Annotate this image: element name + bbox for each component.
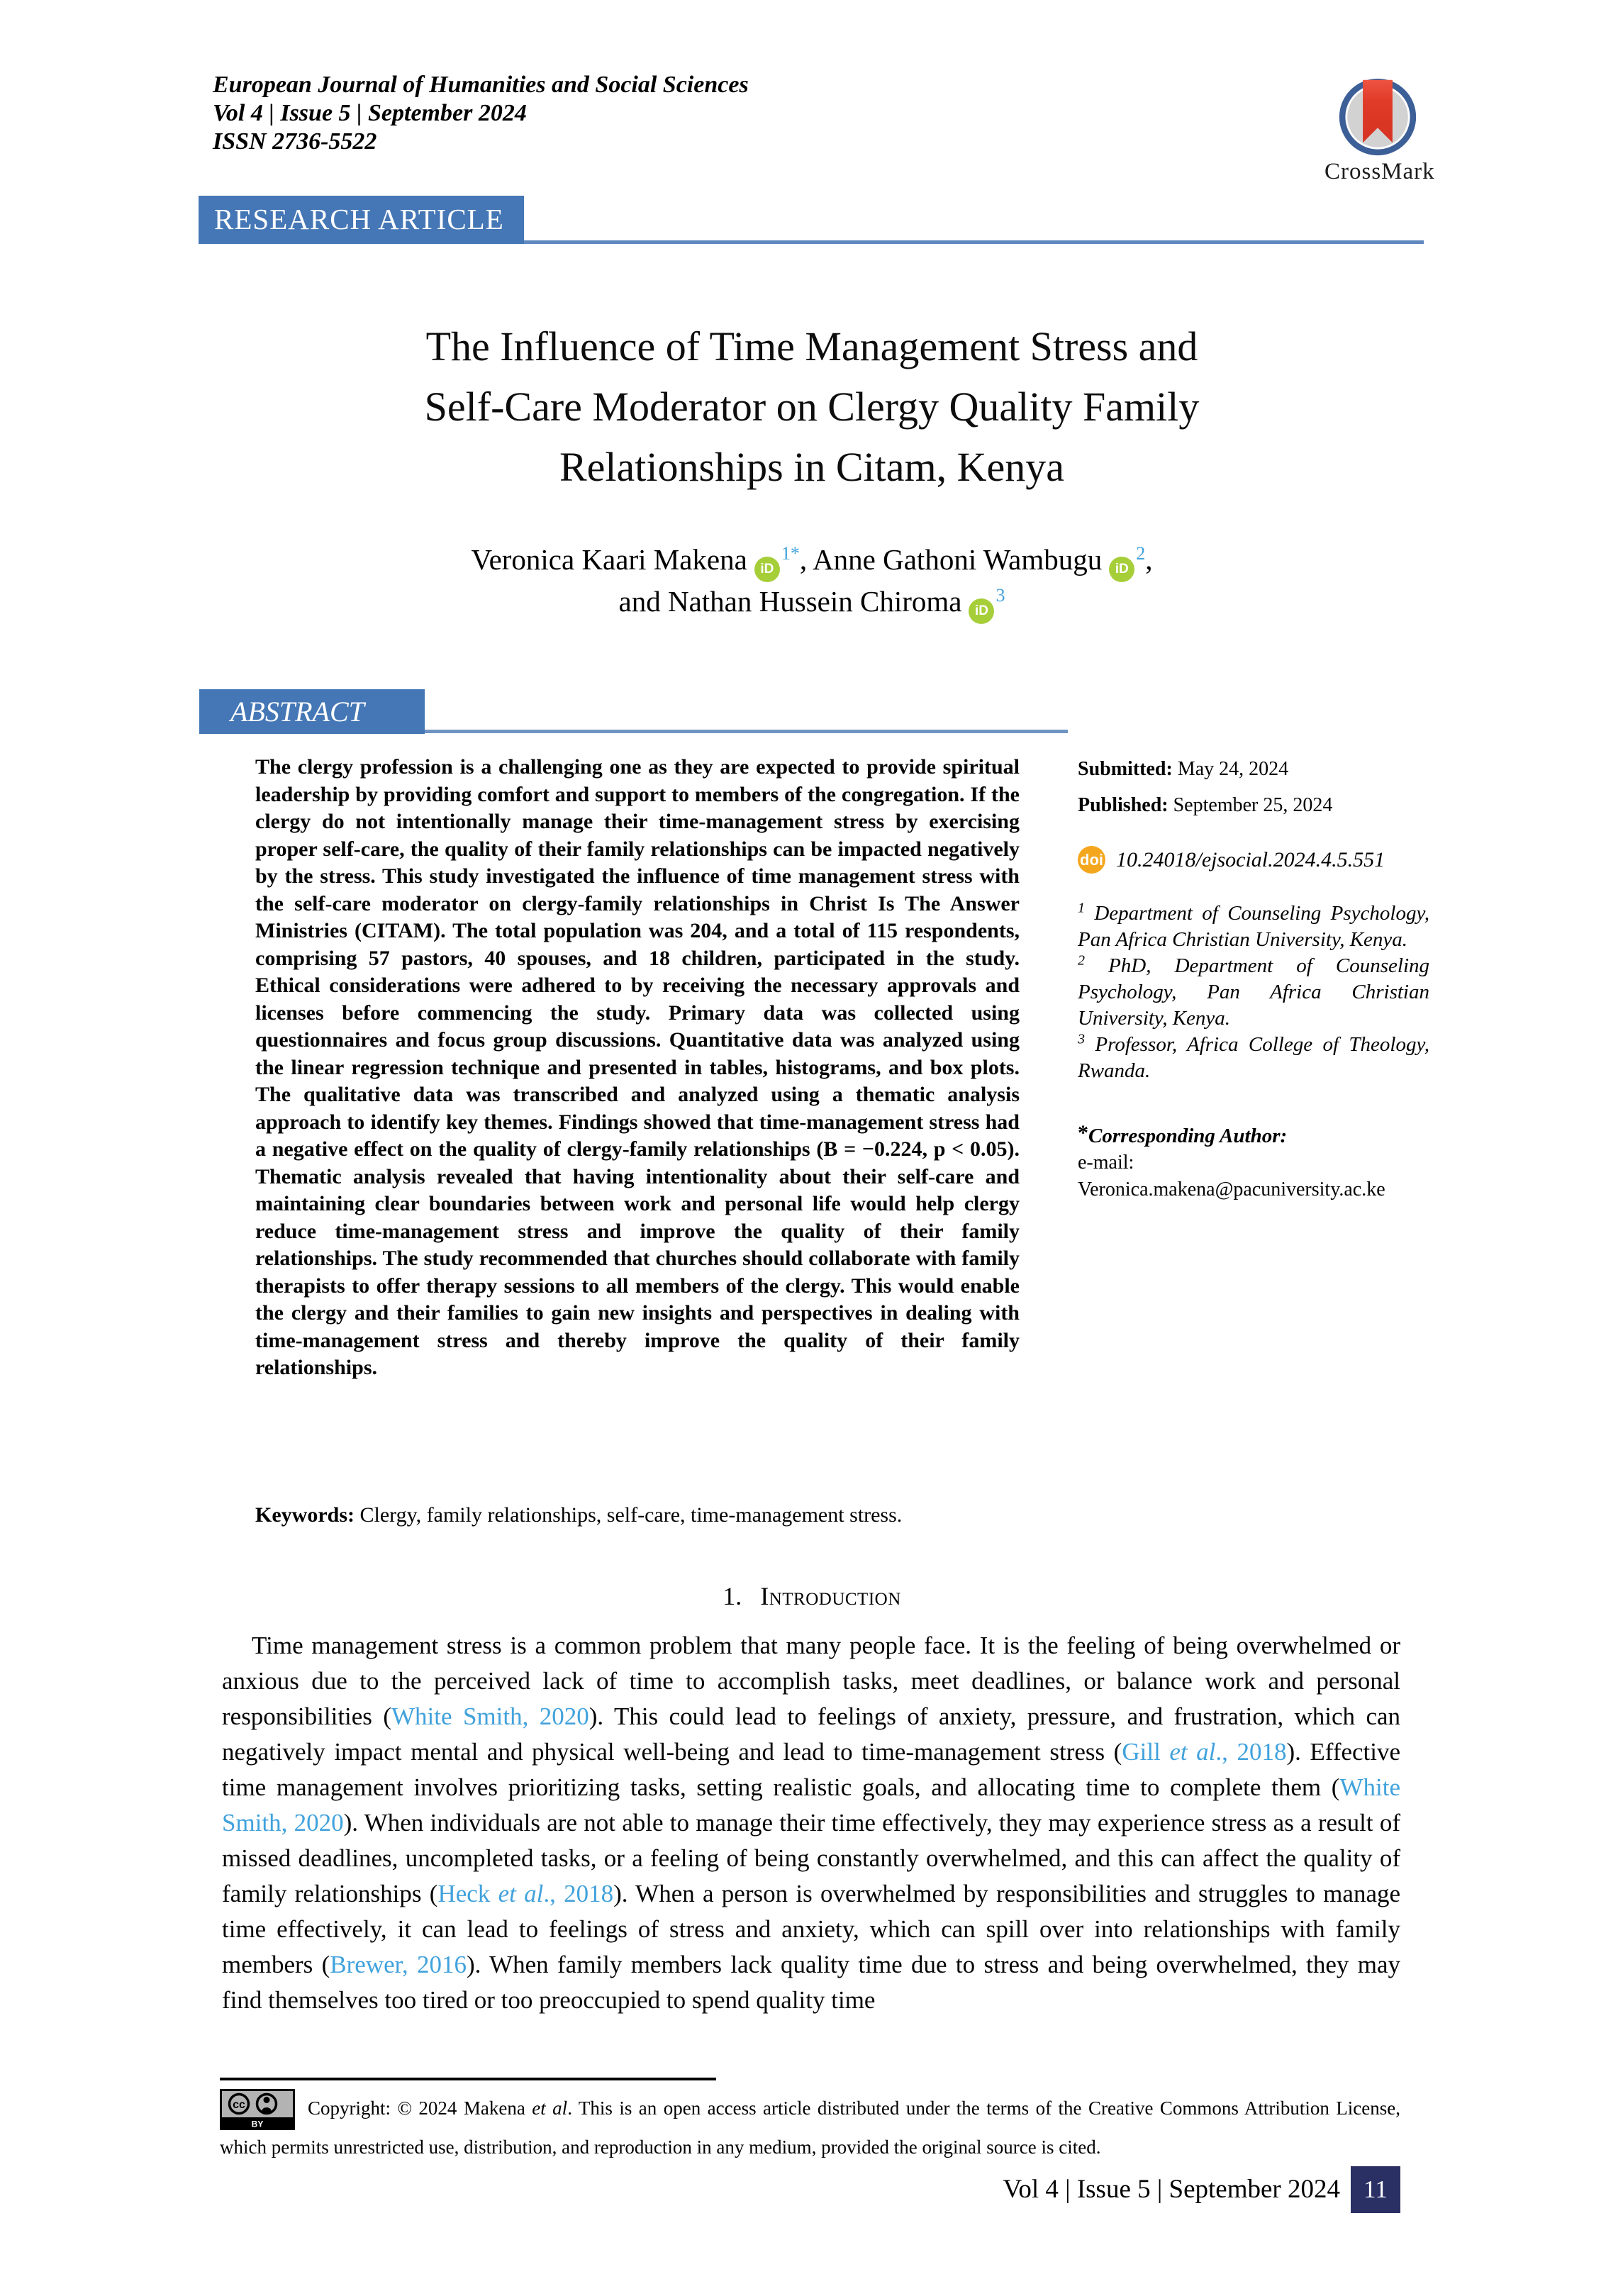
- abstract-text: The clergy profession is a challenging one as they are expected to provide spiritual leadership by providing comfort and support to members of the congregation. If the clergy do not intentionally manage their time-management stress by exercising proper self-care, the quality of their family relationships can be impacted negatively by the stress. This study investigated the influence of time management stress with the self-care moderator on clergy-family relationships in Christ Is The Answer Ministries (CITAM). The total population was 204, and a total of 115 respondents, comprising 57 pastors, 40 spouses, and 18 children, participated in the study. Ethical considerations were adhered to by receiving the necessary approvals and licenses before commencing the study. Primary data was collected using questionnaires and focus group discussions. Quantitative data was analyzed using the linear regression technique and presented in tables, histograms, and box plots. The qualitative data was transcribed and analyzed using a thematic analysis approach to identify key themes. Findings showed that time-management stress had a negative effect on the quality of clergy-family relationships (B = −0.224, p < 0.05). Thematic analysis revealed that having intentionality about their self-care and maintaining clear boundaries between work and personal life would help clergy reduce time-management stress and improve the quality of their family relationships. The study recommended that churches should collaborate with family therapists to offer therapy sessions to all members of the clergy. This would enable the clergy and their families to gain new insights and perspectives in dealing with time-management stress and thereby improve the quality of their family relationships.: [255, 755, 1020, 1379]
- introduction-paragraph: [222, 1628, 1400, 2018]
- orcid-icon[interactable]: iD: [969, 598, 994, 624]
- intro-text-segment: Time management stress is a common problem that many people face. It is the feeling of being overwhelmed or anxious due to the perceived lack of time to accomplish tasks, meet deadlines, or balance work and personal responsibilities (: [222, 1632, 1400, 1730]
- article-meta-sidebar: [1078, 757, 1429, 1203]
- corresponding-label: Corresponding Author:: [1088, 1125, 1288, 1147]
- title-line-1: The Influence of Time Management Stress and: [425, 323, 1198, 369]
- citation-link[interactable]: Heck: [437, 1880, 498, 1907]
- submitted-label: Submitted:: [1078, 758, 1178, 780]
- intro-text-segment: ). This could lead to feelings of anxiety, pressure, and frustration, which can negatively impact mental and physical well-being and lead to time-management stress (: [222, 1703, 1401, 1766]
- citation-link[interactable]: Brewer, 2016: [330, 1951, 467, 1978]
- orcid-icon[interactable]: iD: [754, 557, 780, 582]
- citation-link[interactable]: White Smith, 2020: [391, 1703, 589, 1730]
- crossmark-widget[interactable]: [1324, 77, 1435, 185]
- affiliation-superscript: 2: [1078, 952, 1085, 969]
- affiliation-list: [1078, 901, 1429, 1084]
- author-name: Anne Gathoni Wambugu: [813, 543, 1103, 576]
- affiliation: [1078, 901, 1429, 953]
- footer-issue-line: Vol 4 | Issue 5 | September 2024: [1003, 2175, 1340, 2204]
- author: [619, 585, 1005, 618]
- intro-text-segment: ). When family members lack quality time due to stress and being overwhelmed, they may find themselves too tired or too preoccupied to spend quality time: [222, 1951, 1400, 2014]
- author: [472, 543, 813, 576]
- section-title: Introduction: [760, 1582, 901, 1610]
- copyright-text: [220, 2089, 1400, 2167]
- published-line: [1078, 793, 1429, 818]
- keywords-block: [255, 1502, 1020, 1529]
- journal-name: European Journal of Humanities and Social Sciences: [213, 72, 749, 98]
- journal-volume-line: Vol 4 | Issue 5 | September 2024: [213, 100, 527, 126]
- intro-text-segment: ). Effective time management involves prioritizing tasks, setting realistic goals, and allocating time to complete them (: [222, 1738, 1401, 1801]
- footnote-rule: [220, 2078, 716, 2080]
- page-number-badge: 11: [1351, 2166, 1400, 2213]
- journal-issn: ISSN 2736-5522: [213, 128, 377, 155]
- published-date: September 25, 2024: [1173, 794, 1333, 816]
- keywords-label: Keywords:: [255, 1503, 355, 1527]
- author-separator: ,: [1145, 543, 1153, 576]
- corresponding-email[interactable]: e-mail: Veronica.makena@pacuniversity.ac.ke: [1078, 1152, 1385, 1200]
- crossmark-label: CrossMark: [1324, 159, 1435, 184]
- journal-info: [213, 71, 749, 156]
- title-line-3: Relationships in Citam, Kenya: [559, 444, 1065, 490]
- affiliation-text: PhD, Department of Counseling Psychology, Pan Africa Christian University, Kenya.: [1078, 954, 1429, 1030]
- citation-link[interactable]: et al: [1169, 1738, 1216, 1766]
- citation-link[interactable]: ., 2018: [1215, 1738, 1287, 1766]
- keywords-text: Clergy, family relationships, self-care, time-management stress.: [354, 1503, 903, 1527]
- author-superscript: 1*: [781, 543, 800, 564]
- published-label: Published:: [1078, 794, 1173, 816]
- crossmark-logo-icon: [1337, 77, 1418, 157]
- submitted-date: May 24, 2024: [1177, 758, 1289, 780]
- copyright-segment: . This is an open access article distributed under the terms of the Creative Commons Attribution License, which permits unrestricted use, distribution, and reproduction in any medium, provided the original source is cited.: [220, 2097, 1400, 2158]
- author-name: and Nathan Hussein Chiroma: [618, 585, 962, 618]
- svg-text:cc: cc: [233, 2099, 245, 2111]
- author-superscript: 3: [995, 585, 1005, 606]
- affiliation-superscript: 1: [1078, 900, 1085, 916]
- corresponding-author-block: [1078, 1120, 1429, 1203]
- affiliation-text: Department of Counseling Psychology, Pan Africa Christian University, Kenya.: [1078, 902, 1429, 951]
- intro-text-segment: ). When a person is overwhelmed by responsibilities and struggles to manage time effectively, it can lead to feelings of stress and anxiety, which can spill over into relationships with family members (: [222, 1880, 1401, 1978]
- svg-text:BY: BY: [251, 2119, 264, 2129]
- orcid-icon[interactable]: iD: [1109, 557, 1134, 582]
- section-number: 1.: [723, 1582, 742, 1610]
- title-line-2: Self-Care Moderator on Clergy Quality Family: [424, 384, 1200, 430]
- affiliation-superscript: 3: [1078, 1031, 1085, 1047]
- affiliation: [1078, 953, 1429, 1032]
- doi-row: [1078, 846, 1429, 874]
- submitted-line: [1078, 757, 1429, 781]
- article-type-badge: RESEARCH ARTICLE: [199, 196, 524, 244]
- doi-link[interactable]: 10.24018/ejsocial.2024.4.5.551: [1116, 847, 1385, 871]
- affiliation: [1078, 1032, 1429, 1084]
- copyright-segment: Copyright: © 2024 Makena: [308, 2097, 532, 2119]
- intro-text-segment: ). When individuals are not able to manage their time effectively, they may experience stress as a result of missed deadlines, uncompleted tasks, or a feeling of being constantly overwhelmed, and this can affect the quality of family relationships (: [222, 1809, 1401, 1907]
- citation-link[interactable]: White Smith, 2020: [222, 1773, 1400, 1837]
- author-list: [199, 540, 1425, 624]
- section-heading-introduction: [199, 1581, 1425, 1611]
- corresponding-author-label-line: [1078, 1120, 1429, 1149]
- citation-link[interactable]: ., 2018: [543, 1880, 614, 1907]
- doi-icon[interactable]: doi: [1078, 846, 1105, 874]
- corresponding-star: *: [1078, 1121, 1088, 1144]
- author-superscript: 2: [1136, 543, 1146, 564]
- author-name: Veronica Kaari Makena: [471, 543, 747, 576]
- page-title: [199, 316, 1425, 497]
- affiliation-text: Professor, Africa College of Theology, Rwanda.: [1078, 1033, 1429, 1082]
- citation-link[interactable]: et al: [498, 1880, 544, 1907]
- abstract-heading: ABSTRACT: [199, 689, 425, 734]
- author: [813, 543, 1152, 576]
- citation-link[interactable]: Gill: [1122, 1738, 1170, 1766]
- copyright-segment: et al: [532, 2097, 568, 2119]
- author-separator: ,: [799, 543, 813, 576]
